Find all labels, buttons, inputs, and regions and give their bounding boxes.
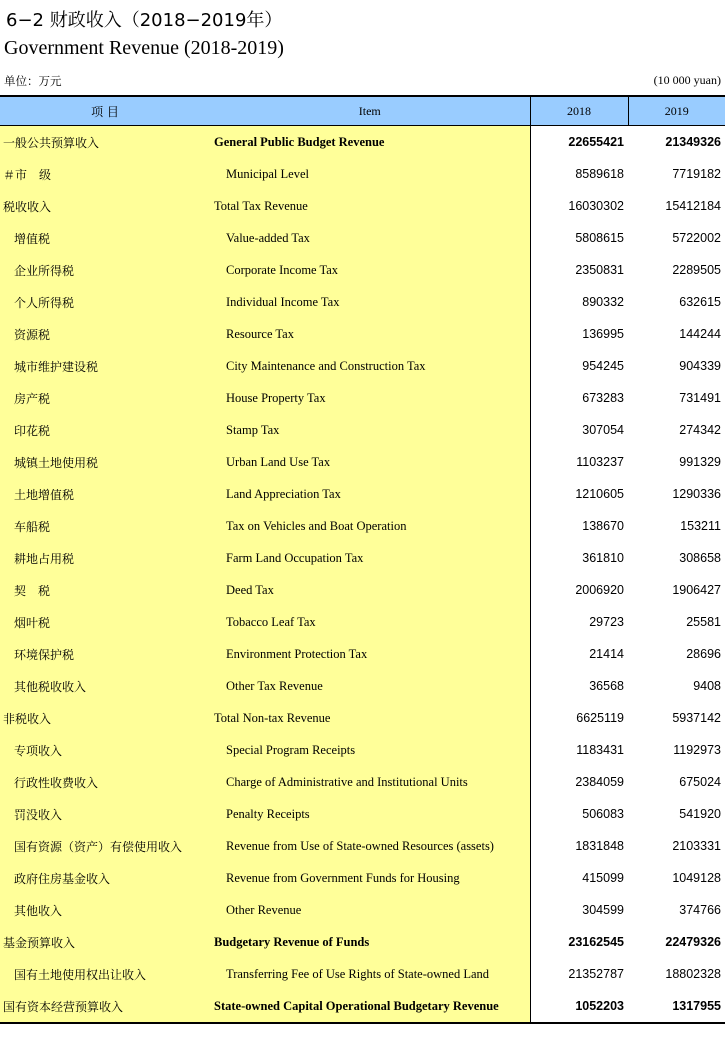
row-label-en: State-owned Capital Operational Budgetary Revenue: [210, 990, 530, 1023]
row-label-cn: 基金预算收入: [0, 926, 210, 958]
table-row: [0, 158, 725, 190]
value-2018: 2006920: [530, 574, 628, 606]
value-2018: 23162545: [530, 926, 628, 958]
table-row: [0, 510, 725, 542]
row-label-en: Penalty Receipts: [210, 798, 530, 830]
row-label-en: Urban Land Use Tax: [210, 446, 530, 478]
row-label-en: City Maintenance and Construction Tax: [210, 350, 530, 382]
value-2019: 5722002: [628, 222, 725, 254]
value-2018: 954245: [530, 350, 628, 382]
value-2018: 8589618: [530, 158, 628, 190]
row-label-cn: 烟叶税: [0, 606, 210, 638]
value-2018: 1210605: [530, 478, 628, 510]
page-title-en: Government Revenue (2018-2019): [4, 37, 284, 59]
row-label-en: Land Appreciation Tax: [210, 478, 530, 510]
table-row: [0, 670, 725, 702]
value-2018: 1183431: [530, 734, 628, 766]
value-2019: 904339: [628, 350, 725, 382]
row-label-en: General Public Budget Revenue: [210, 126, 530, 159]
value-2019: 1317955: [628, 990, 725, 1023]
row-label-cn: 税收收入: [0, 190, 210, 222]
table-row: [0, 574, 725, 606]
value-2019: 2289505: [628, 254, 725, 286]
value-2019: 1049128: [628, 862, 725, 894]
value-2019: 28696: [628, 638, 725, 670]
value-2018: 361810: [530, 542, 628, 574]
row-label-en: Stamp Tax: [210, 414, 530, 446]
table-row: [0, 638, 725, 670]
row-label-cn: 行政性收费收入: [0, 766, 210, 798]
row-label-en: Revenue from Government Funds for Housing: [210, 862, 530, 894]
value-2018: 22655421: [530, 126, 628, 159]
value-2018: 21414: [530, 638, 628, 670]
table-row: [0, 414, 725, 446]
row-label-cn: 国有资本经营预算收入: [0, 990, 210, 1023]
value-2018: 21352787: [530, 958, 628, 990]
row-label-cn: 契 税: [0, 574, 210, 606]
value-2019: 731491: [628, 382, 725, 414]
header-year-2019: 2019: [628, 96, 725, 126]
row-label-en: Resource Tax: [210, 318, 530, 350]
table-row: [0, 318, 725, 350]
value-2019: 991329: [628, 446, 725, 478]
value-2019: 21349326: [628, 126, 725, 159]
row-label-en: Transferring Fee of Use Rights of State-owned Land: [210, 958, 530, 990]
row-label-en: Special Program Receipts: [210, 734, 530, 766]
value-2019: 22479326: [628, 926, 725, 958]
row-label-en: Other Tax Revenue: [210, 670, 530, 702]
table-row: [0, 222, 725, 254]
row-label-en: Tobacco Leaf Tax: [210, 606, 530, 638]
row-label-cn: 政府住房基金收入: [0, 862, 210, 894]
table-row: [0, 702, 725, 734]
row-label-cn: 国有资源（资产）有偿使用收入: [0, 830, 210, 862]
page-title-cn: 6−2 财政收入（2018−2019年）: [6, 10, 283, 31]
row-label-cn: 房产税: [0, 382, 210, 414]
value-2019: 374766: [628, 894, 725, 926]
value-2019: 144244: [628, 318, 725, 350]
row-label-en: Total Tax Revenue: [210, 190, 530, 222]
table-row: [0, 478, 725, 510]
value-2018: 415099: [530, 862, 628, 894]
row-label-en: Budgetary Revenue of Funds: [210, 926, 530, 958]
row-label-cn: 一般公共预算收入: [0, 126, 210, 159]
row-label-cn: 其他税收收入: [0, 670, 210, 702]
row-label-cn: 个人所得税: [0, 286, 210, 318]
row-label-en: Deed Tax: [210, 574, 530, 606]
table-row: [0, 798, 725, 830]
value-2018: 29723: [530, 606, 628, 638]
row-label-en: Individual Income Tax: [210, 286, 530, 318]
row-label-cn: 其他收入: [0, 894, 210, 926]
value-2019: 9408: [628, 670, 725, 702]
value-2018: 1103237: [530, 446, 628, 478]
value-2019: 632615: [628, 286, 725, 318]
table-row: [0, 894, 725, 926]
row-label-cn: 资源税: [0, 318, 210, 350]
row-label-en: Total Non-tax Revenue: [210, 702, 530, 734]
row-label-cn: 耕地占用税: [0, 542, 210, 574]
value-2019: 2103331: [628, 830, 725, 862]
table-row: [0, 734, 725, 766]
value-2018: 1052203: [530, 990, 628, 1023]
table-row: [0, 446, 725, 478]
unit-label-en: (10 000 yuan): [653, 73, 721, 87]
row-label-en: Tax on Vehicles and Boat Operation: [210, 510, 530, 542]
value-2019: 308658: [628, 542, 725, 574]
row-label-cn: 专项收入: [0, 734, 210, 766]
row-label-en: Municipal Level: [210, 158, 530, 190]
table-row: [0, 926, 725, 958]
table-row: [0, 286, 725, 318]
revenue-table: [0, 95, 725, 1024]
value-2019: 1192973: [628, 734, 725, 766]
row-label-cn: 印花税: [0, 414, 210, 446]
table-row: [0, 126, 725, 159]
row-label-cn: 企业所得税: [0, 254, 210, 286]
header-item-cn: 项 目: [0, 96, 210, 126]
row-label-en: Revenue from Use of State-owned Resources (assets): [210, 830, 530, 862]
value-2019: 675024: [628, 766, 725, 798]
value-2018: 36568: [530, 670, 628, 702]
value-2018: 5808615: [530, 222, 628, 254]
table-row: [0, 958, 725, 990]
value-2018: 890332: [530, 286, 628, 318]
value-2018: 136995: [530, 318, 628, 350]
table-row: [0, 254, 725, 286]
row-label-cn: 非税收入: [0, 702, 210, 734]
value-2019: 541920: [628, 798, 725, 830]
value-2019: 1290336: [628, 478, 725, 510]
row-label-cn: 国有土地使用权出让收入: [0, 958, 210, 990]
row-label-en: Environment Protection Tax: [210, 638, 530, 670]
row-label-cn: 车船税: [0, 510, 210, 542]
value-2019: 153211: [628, 510, 725, 542]
value-2019: 274342: [628, 414, 725, 446]
value-2018: 6625119: [530, 702, 628, 734]
value-2018: 1831848: [530, 830, 628, 862]
value-2018: 138670: [530, 510, 628, 542]
value-2018: 506083: [530, 798, 628, 830]
table-row: [0, 990, 725, 1023]
row-label-cn: 罚没收入: [0, 798, 210, 830]
table-row: [0, 542, 725, 574]
row-label-en: Value-added Tax: [210, 222, 530, 254]
row-label-cn: 城市维护建设税: [0, 350, 210, 382]
row-label-cn: 土地增值税: [0, 478, 210, 510]
value-2018: 16030302: [530, 190, 628, 222]
value-2018: 2384059: [530, 766, 628, 798]
table-row: [0, 830, 725, 862]
table-row: [0, 350, 725, 382]
value-2018: 673283: [530, 382, 628, 414]
value-2018: 304599: [530, 894, 628, 926]
row-label-en: Other Revenue: [210, 894, 530, 926]
table-row: [0, 606, 725, 638]
row-label-cn: 城镇土地使用税: [0, 446, 210, 478]
row-label-cn: 环境保护税: [0, 638, 210, 670]
value-2019: 25581: [628, 606, 725, 638]
row-label-cn: 增值税: [0, 222, 210, 254]
value-2018: 307054: [530, 414, 628, 446]
row-label-en: House Property Tax: [210, 382, 530, 414]
row-label-cn: ＃市 级: [0, 158, 210, 190]
row-label-en: Corporate Income Tax: [210, 254, 530, 286]
unit-label-cn: 单位：万元: [4, 74, 62, 88]
value-2019: 7719182: [628, 158, 725, 190]
table-row: [0, 862, 725, 894]
header-year-2018: 2018: [530, 96, 628, 126]
row-label-en: Farm Land Occupation Tax: [210, 542, 530, 574]
table-header-row: [0, 96, 725, 126]
value-2019: 1906427: [628, 574, 725, 606]
value-2018: 2350831: [530, 254, 628, 286]
row-label-en: Charge of Administrative and Institutional Units: [210, 766, 530, 798]
table-row: [0, 766, 725, 798]
value-2019: 18802328: [628, 958, 725, 990]
table-row: [0, 382, 725, 414]
header-item-en: Item: [210, 96, 530, 126]
value-2019: 5937142: [628, 702, 725, 734]
value-2019: 15412184: [628, 190, 725, 222]
table-body: [0, 126, 725, 1024]
table-row: [0, 190, 725, 222]
